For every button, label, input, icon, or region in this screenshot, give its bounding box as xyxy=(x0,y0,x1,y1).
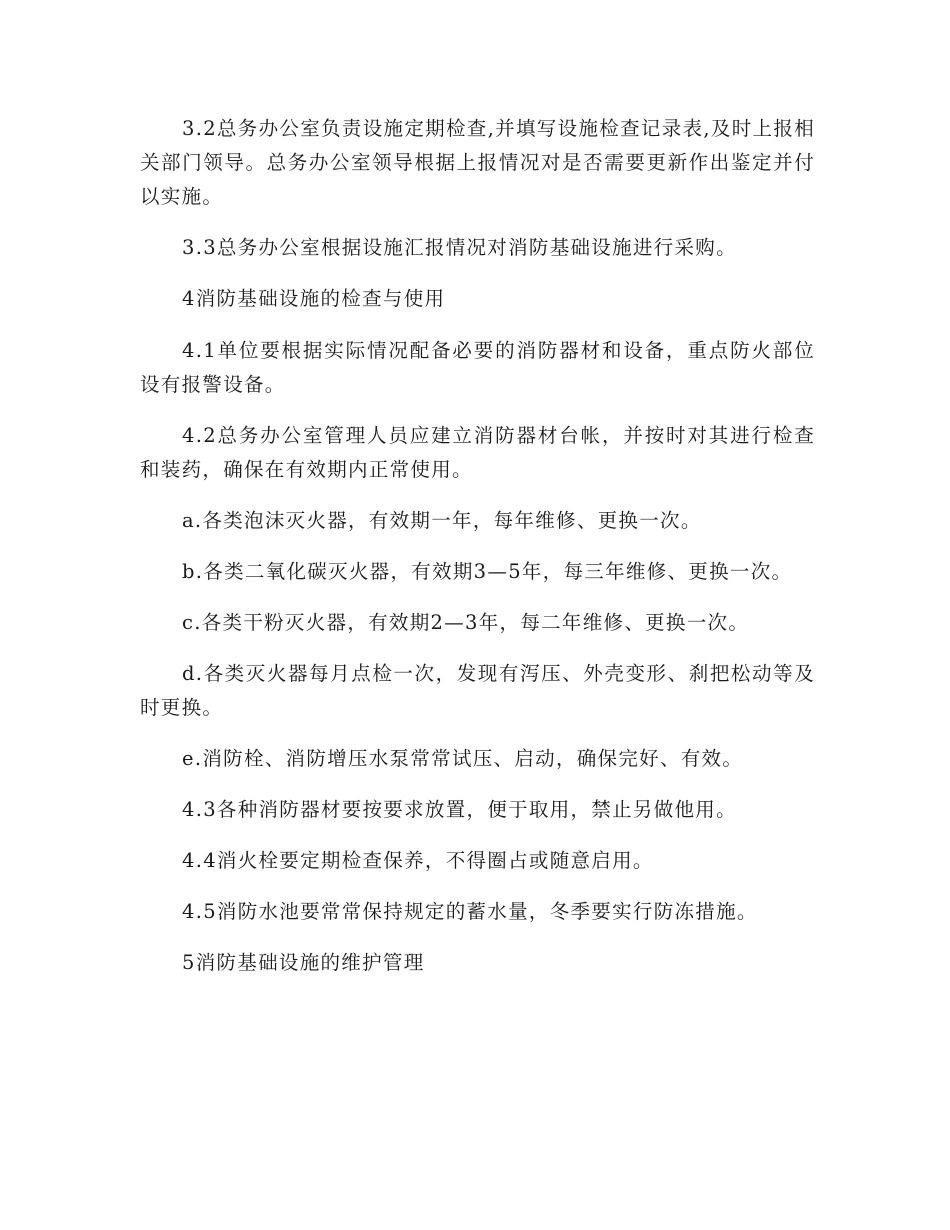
paragraph-4-3: 4.3各种消防器材要按要求放置，便于取用，禁止另做他用。 xyxy=(182,798,737,821)
paragraph-3-3: 3.3总务办公室根据设施汇报情况对消防基础设施进行采购。 xyxy=(182,236,737,259)
section-heading-5: 5消防基础设施的维护管理 xyxy=(182,951,425,974)
section-heading-4: 4消防基础设施的检查与使用 xyxy=(182,287,446,310)
paragraph-3-2: 3.2总务办公室负责设施定期检查,并填写设施检查记录表,及时上报相关部门领导。总务办公室领导根据上报情况对是否需要更新作出鉴定并付以实施。 xyxy=(140,117,815,208)
list-item-e: e.消防栓、消防增压水泵常常试压、启动，确保完好、有效。 xyxy=(182,747,744,770)
list-item-c: c.各类干粉灭火器，有效期2—3年，每二年维修、更换一次。 xyxy=(182,611,750,634)
paragraph-4-1: 4.1单位要根据实际情况配备必要的消防器材和设备，重点防火部位设有报警设备。 xyxy=(140,339,815,396)
list-item-b: b.各类二氧化碳灭火器，有效期3—5年，每三年维修、更换一次。 xyxy=(182,560,793,583)
document-body xyxy=(140,112,815,998)
paragraph-4-2: 4.2总务办公室管理人员应建立消防器材台帐，并按时对其进行检查和装药，确保在有效期内正常使用。 xyxy=(140,424,815,481)
paragraph-4-5: 4.5消防水池要常常保持规定的蓄水量，冬季要实行防冻措施。 xyxy=(182,900,758,923)
list-item-d: d.各类灭火器每月点检一次，发现有泻压、外壳变形、刹把松动等及时更换。 xyxy=(140,662,815,719)
list-item-a: a.各类泡沫灭火器，有效期一年，每年维修、更换一次。 xyxy=(182,509,702,532)
paragraph-4-4: 4.4消火栓要定期检查保养，不得圈占或随意启用。 xyxy=(182,849,654,872)
